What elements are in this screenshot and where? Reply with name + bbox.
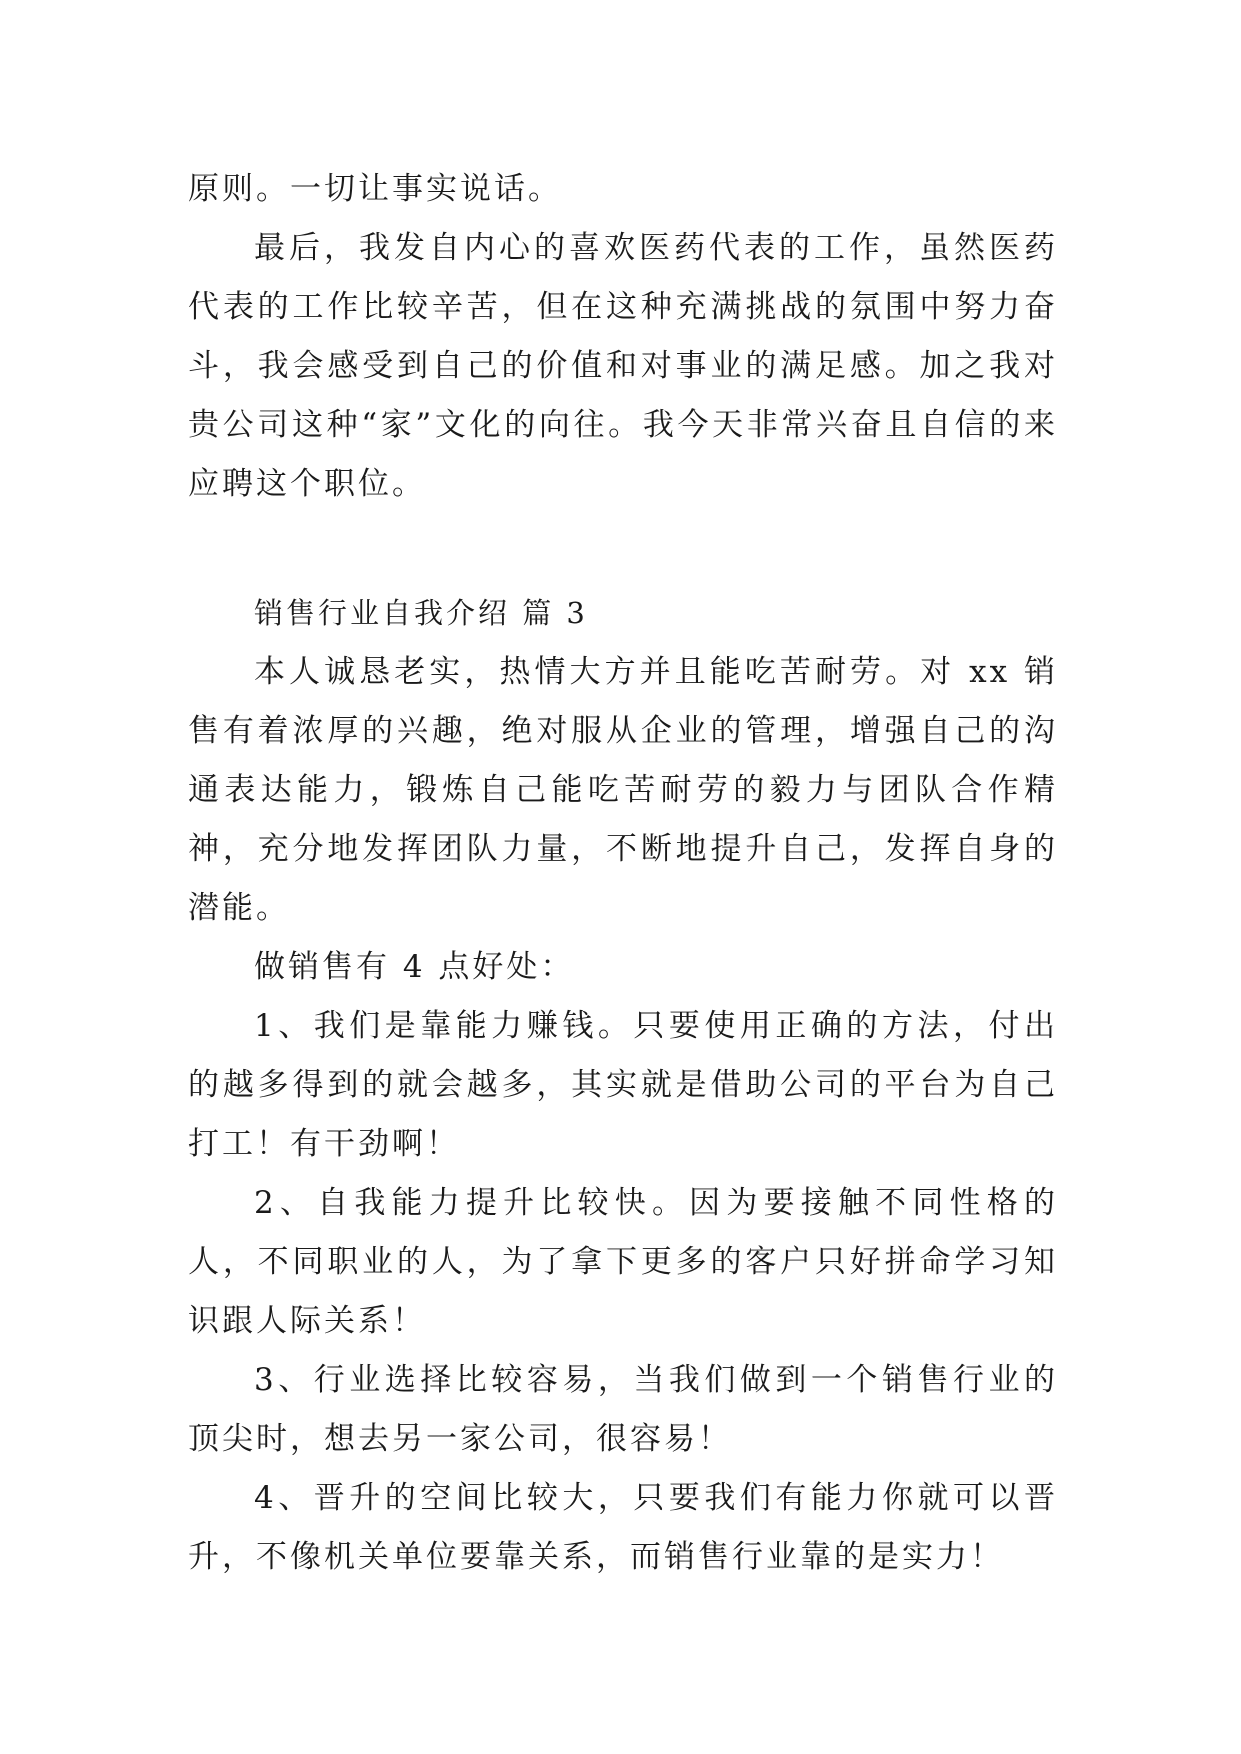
list-item-benefit-1: 1、我们是靠能力赚钱。只要使用正确的方法，付出的越多得到的就会越多，其实就是借助公司的平台为自己打工！有干劲啊！	[188, 1008, 1058, 1162]
list-item-benefit-4: 4、晋升的空间比较大，只要我们有能力你就可以晋升，不像机关单位要靠关系，而销售行业靠的是实力！	[188, 1480, 1058, 1575]
document-page	[188, 160, 1058, 1587]
paragraph-continuation: 原则。一切让事实说话。	[188, 171, 562, 207]
section-title: 销售行业自我介绍 篇 3	[254, 596, 588, 630]
list-item-benefit-2: 2、自我能力提升比较快。因为要接触不同性格的人，不同职业的人，为了拿下更多的客户只好拼命学习知识跟人际关系！	[188, 1185, 1058, 1339]
paragraph-benefits-heading: 做销售有 4 点好处：	[254, 949, 575, 985]
list-item-benefit-3: 3、行业选择比较容易，当我们做到一个销售行业的顶尖时，想去另一家公司，很容易！	[188, 1362, 1058, 1457]
paragraph-closing: 最后，我发自内心的喜欢医药代表的工作，虽然医药代表的工作比较辛苦，但在这种充满挑战的氛围中努力奋斗，我会感受到自己的价值和对事业的满足感。加之我对贵公司这种“家”文化的向往。我今天非常兴奋且自信的来应聘这个职位。	[188, 230, 1058, 502]
paragraph-intro: 本人诚恳老实，热情大方并且能吃苦耐劳。对 xx 销售有着浓厚的兴趣，绝对服从企业的管理，增强自己的沟通表达能力，锻炼自己能吃苦耐劳的毅力与团队合作精神，充分地发挥团队力量，不断地提升自己，发挥自身的潜能。	[188, 654, 1058, 926]
